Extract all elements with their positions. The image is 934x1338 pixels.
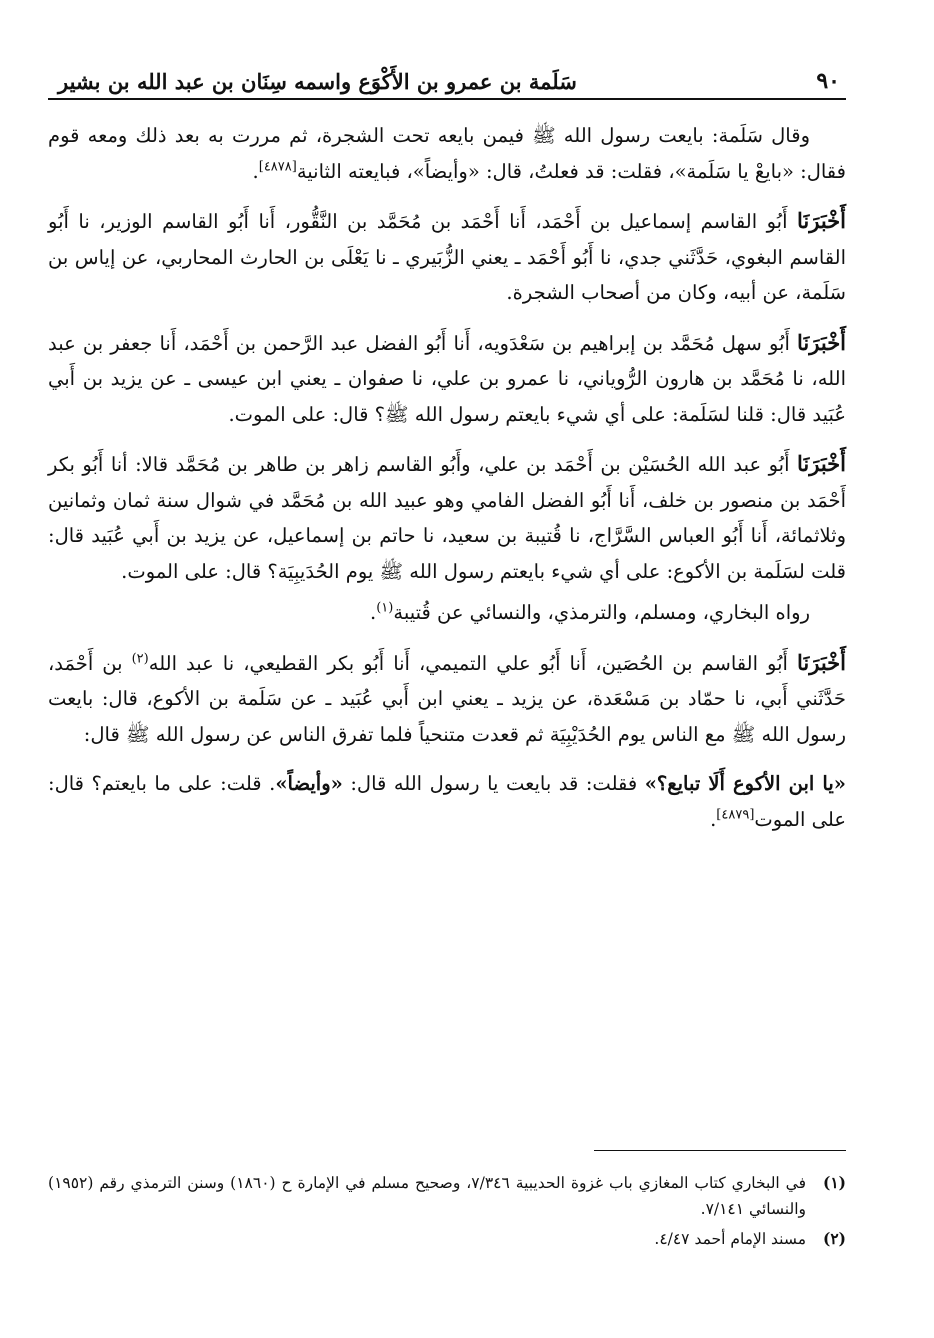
- footnote-1: [48, 1170, 846, 1222]
- isnad-lead-word: أَخْبَرَنَا: [797, 329, 847, 355]
- paragraph-text: . قلت: على ما بايعتم؟ قال: على الموت: [48, 772, 846, 831]
- paragraph-tail: .: [710, 807, 717, 831]
- isnad-lead-word: أَخْبَرَنَا: [797, 649, 846, 675]
- quoted-speech: «وأيضاً»: [275, 772, 343, 795]
- footnote-number: (٢): [822, 1229, 846, 1248]
- paragraph-text: فقلت: قد بايعت يا رسول الله قال:: [342, 772, 645, 795]
- main-text: [48, 118, 846, 837]
- paragraph-text: أَبُو القاسم بن الحُصَين، أَنا أَبُو علي التميمي، أَنا أَبُو بكر القطيعي، نا عبد الله: [148, 651, 788, 675]
- paragraph-text: أَبُو عبد الله الحُسَيْن بن أَحْمَد بن علي، وأَبُو القاسم زاهر بن طاهر بن مُحَمَّد قالا: أنا أَبُو بكر أَحْمَد بن منصور بن خلف، أَنا أَبُو الفضل الفامي وهو عبيد الله بن مُحَمَّد في شوال سنة ثمان وثمانين وثلاثمائة، أَنا أَبُو العباس السَّرَّاج، نا قُتيبة بن سعيد، نا حاتم بن إسماعيل، عن يزيد بن أَبي عُبَيد قال: قلت لسَلَمة بن الأكوع: على أي شيء بايعتم رسول الله ﷺ يوم الحُدَيبِيَة؟ قال: على الموت.: [48, 453, 846, 583]
- paragraph-tail: .: [252, 159, 259, 183]
- hadith-reference-number: [٤٨٧٨]: [258, 159, 297, 174]
- paragraph-5: [48, 595, 846, 631]
- paragraph-text: رواه البخاري، ومسلم، والترمذي، والنسائي عن قُتيبة: [393, 601, 810, 624]
- paragraph-4: [48, 446, 846, 589]
- paragraph-text: وقال سَلَمة: بايعت رسول الله ﷺ فيمن بايعه تحت الشجرة، ثم مررت به بعد ذلك ومعه قوم فقال: «بايعْ يا سَلَمة»، فقلت: قد فعلتُ، قال: «وأيضاً»، فبايعته الثانية: [48, 124, 846, 183]
- isnad-lead-word: أَخْبَرَنَا: [797, 208, 846, 233]
- paragraph-6: [48, 645, 846, 753]
- footnote-number: (١): [822, 1173, 846, 1192]
- isnad-lead-word: أَخْبَرَنَا: [797, 451, 846, 476]
- paragraph-text: أَبُو سهل مُحَمَّد بن إبراهيم بن سَعْدَويه، أَنا أَبُو الفضل عبد الرَّحمن بن أَحْمَد، أَنا جعفر بن عبد الله، نا مُحَمَّد بن هارون الرُّوياني، نا عمرو بن علي، نا صفوان ـ يعني ابن عيسى ـ عن يزيد بن أَبي عُبَيد قال: قلنا لسَلَمة: على أي شيء بايعتم رسول الله ﷺ؟ قال: على الموت.: [48, 331, 846, 426]
- quoted-speech: «يا ابن الأكوع أَلَا تبايع؟»: [644, 772, 846, 795]
- paragraph-text-continued: بن أَحْمَد، حَدَّثَني أَبي، نا حمّاد بن مَسْعَدة، عن يزيد ـ يعني ابن أَبي عُبَيد ـ عن سَلَمة بن الأكوع، قال: بايعت رسول الله ﷺ مع الناس يوم الحُدَيْبِيَة ثم قعدت متنحياً فلما تفرق الناس عن رسول الله ﷺ قال:: [48, 651, 846, 746]
- paragraph-text: أَبُو القاسم إسماعيل بن أَحْمَد، أَنا أَحْمَد بن مُحَمَّد بن النَّقُّور، أَنا أَبُو القاسم الوزير، نا أَبُو القاسم البغوي، حَدَّثَني جدي، نا أَبُو أَحْمَد ـ يعني الزُّبَيري ـ نا يَعْلَى بن الحارث المحاربي، عن إياس بن سَلَمة، عن أبيه، وكان من أصحاب الشجرة.: [48, 210, 846, 304]
- running-title: سَلَمة بن عمرو بن الأَكْوَع واسمه سِنَان بن عبد الله بن بشير: [58, 69, 577, 94]
- page-header: [48, 58, 846, 100]
- hadith-reference-number: [٤٨٧٩]: [716, 807, 755, 822]
- paragraph-7: [48, 766, 846, 837]
- paragraph-1: [48, 118, 846, 189]
- paragraph-3: [48, 325, 846, 433]
- footnote-separator: [594, 1150, 846, 1151]
- paragraph-tail: .: [370, 601, 377, 624]
- footnote-2: [48, 1226, 846, 1252]
- footnote-text: مسند الإمام أحمد ٤/٤٧.: [654, 1230, 806, 1248]
- footnotes: [48, 1170, 846, 1256]
- footnote-marker[interactable]: (١): [376, 600, 394, 616]
- footnote-text: في البخاري كتاب المغازي باب غزوة الحديبية ٧/٣٤٦، وصحيح مسلم في الإمارة ح (١٨٦٠) وسنن الترمذي رقم (١٩٥٢) والنسائي ٧/١٤١.: [48, 1174, 807, 1218]
- page-number: ٩٠: [816, 68, 840, 94]
- footnote-marker[interactable]: (٢): [131, 651, 149, 666]
- paragraph-2: [48, 203, 846, 311]
